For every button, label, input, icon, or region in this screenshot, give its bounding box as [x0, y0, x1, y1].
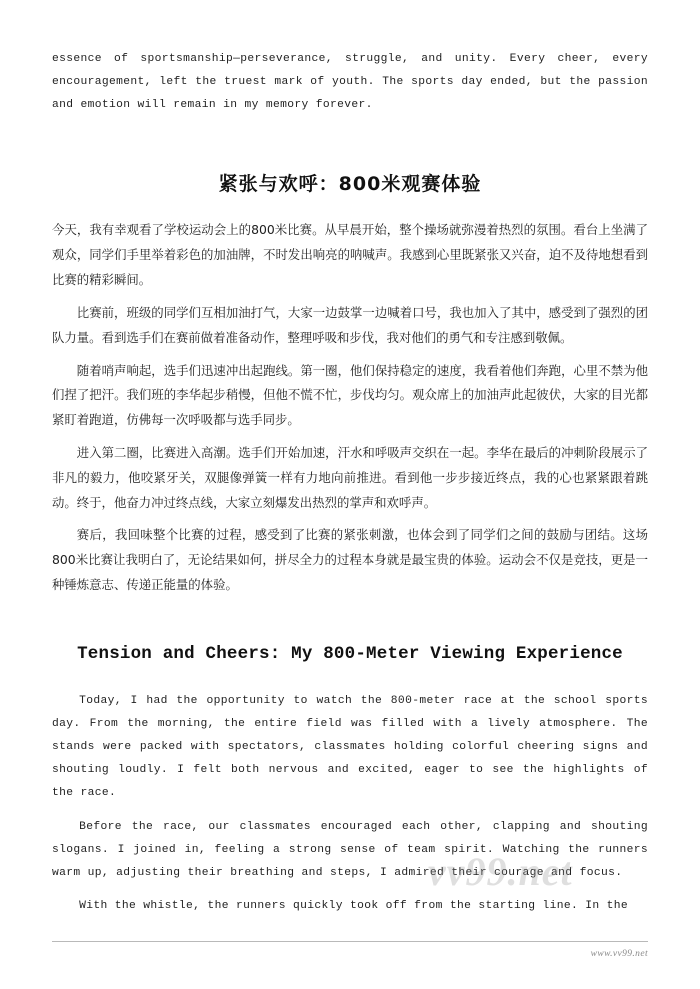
english-paragraph-3: With the whistle, the runners quickly took off from the starting line. In the	[79, 900, 629, 913]
watermark: vv99.net	[428, 849, 573, 894]
chinese-paragraph-1: 今天，我有幸观看了学校运动会上的800米比赛。从早晨开始，整个操场就弥漫着热烈的氛围。看台上坐满了观众，同学们手里举着彩色的加油牌，不时发出响亮的呐喊声。我感到心里既紧张又兴奋，迫不及待地想看到比赛的精彩瞬间。	[52, 222, 648, 288]
english-paragraph-2: Before the race, our classmates encouraged each other, clapping and shouting slogans. I joined in, feeling a strong sense of team spirit. Watching the runners warm up, adjusting their breathing and steps, I admired their courage and focus.	[52, 820, 648, 879]
footer-site-label: www.vv99.net	[590, 949, 648, 959]
chinese-paragraph-5: 赛后，我回味整个比赛的过程，感受到了比赛的紧张刺激，也体会到了同学们之间的鼓励与团结。这场800米比赛让我明白了，无论结果如何，拼尽全力的过程本身就是最宝贵的体验。运动会不仅是竞技，更是一种锤炼意志、传递正能量的体验。	[52, 527, 648, 593]
chinese-paragraph-2: 比赛前，班级的同学们互相加油打气，大家一边鼓掌一边喊着口号，我也加入了其中，感受到了强烈的团队力量。看到选手们在赛前做着准备动作，整理呼吸和步伐，我对他们的勇气和专注感到敬佩。	[52, 304, 648, 345]
chinese-paragraph-3: 随着哨声响起，选手们迅速冲出起跑线。第一圈，他们保持稳定的速度，我看着他们奔跑，心里不禁为他们捏了把汗。我们班的李华起步稍慢，但他不慌不忙，步伐均匀。观众席上的加油声此起彼伏，大家的目光都紧盯着跑道，仿佛每一次呼吸都与选手同步。	[52, 362, 648, 428]
english-section-heading: Tension and Cheers: My 800-Meter Viewing Experience	[77, 643, 623, 664]
chinese-paragraph-4: 进入第二圈，比赛进入高潮。选手们开始加速，汗水和呼吸声交织在一起。李华在最后的冲刺阶段展示了非凡的毅力，他咬紧牙关，双腿像弹簧一样有力地向前推进。看到他一步步接近终点，我的心也紧紧跟着跳动。终于，他奋力冲过终点线，大家立刻爆发出热烈的掌声和欢呼声。	[52, 444, 648, 510]
chinese-section-heading: 紧张与欢呼：800米观赛体验	[218, 173, 482, 196]
footer-divider	[52, 941, 648, 942]
continuation-paragraph: essence of sportsmanship—perseverance, struggle, and unity. Every cheer, every encouragement, left the truest mark of youth. The sports day ended, but the passion and emotion will remain in my memory forever.	[52, 53, 648, 112]
english-paragraph-1: Today, I had the opportunity to watch the 800-meter race at the school sports day. From the morning, the entire field was filled with a lively atmosphere. The stands were packed with spectators, classmates holding colorful cheering signs and shouting loudly. I felt both nervous and excited, eager to see the highlights of the race.	[52, 694, 648, 800]
page-footer	[52, 941, 648, 959]
